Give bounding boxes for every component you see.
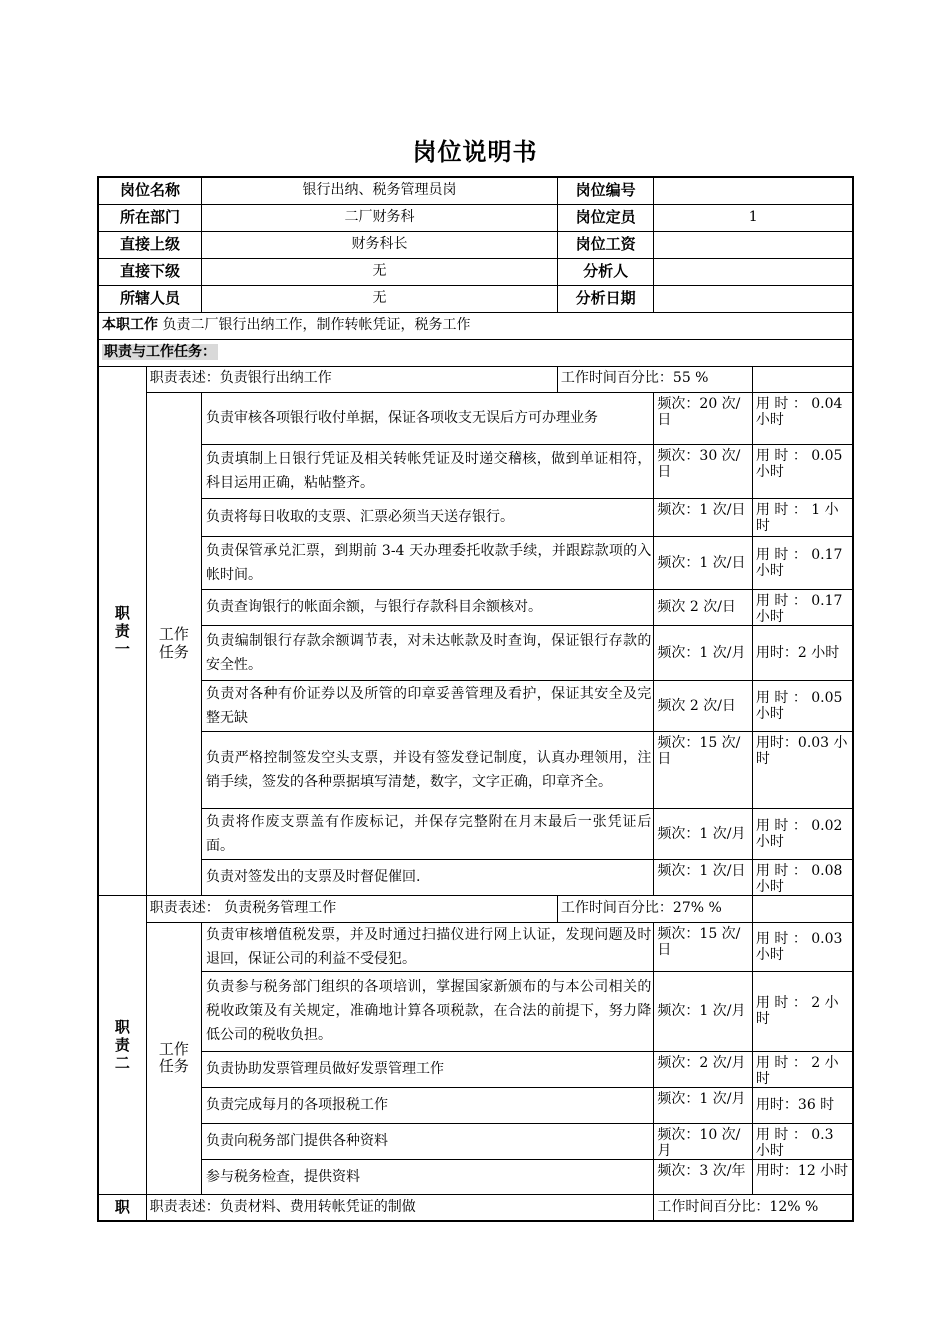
job-description-table [97, 176, 854, 1222]
task-row [98, 922, 853, 971]
task-row [98, 1051, 853, 1087]
duty-statement: 职责表述：负责银行出纳工作 [146, 366, 557, 392]
task-frequency: 频次：1 次/日 [654, 536, 753, 589]
task-text: 负责保管承兑汇票，到期前 3-4 天办理委托收款手续，并跟踪款项的入帐时间。 [202, 536, 654, 589]
task-time: 用 时 ： 0.17 小时 [752, 536, 853, 589]
task-time: 用 时 ： 0.17 小时 [752, 589, 853, 625]
task-row [98, 444, 853, 498]
task-frequency: 频次 2 次/日 [654, 680, 753, 731]
task-frequency: 频次：1 次/月 [654, 971, 753, 1051]
duty-statement-row [98, 895, 853, 922]
task-time: 用 时 ： 0.05 小时 [752, 680, 853, 731]
task-row [98, 536, 853, 589]
duty-time-percent: 工作时间百分比：55 % [557, 366, 752, 392]
info-row [98, 285, 853, 312]
task-time: 用时：0.03 小时 [752, 731, 853, 808]
task-text: 负责协助发票管理员做好发票管理工作 [202, 1051, 654, 1087]
task-text: 负责对签发出的支票及时督促催回. [202, 859, 654, 895]
info-label: 岗位工资 [557, 231, 654, 258]
work-task-label: 工作任务 [146, 392, 201, 895]
task-text: 负责严格控制签发空头支票，并设有签发登记制度，认真办理领用，注销手续，签发的各种票据填写清楚，数字，文字正确，印章齐全。 [202, 731, 654, 808]
info-value [654, 231, 853, 258]
task-time: 用 时 ： 2 小时 [752, 971, 853, 1051]
task-time: 用 时 ： 0.03 小时 [752, 922, 853, 971]
duty-statement-row [98, 1194, 853, 1221]
task-text: 负责将每日收取的支票、汇票必须当天送存银行。 [202, 498, 654, 536]
duty-statement: 职责表述：负责材料、费用转帐凭证的制做 [146, 1194, 654, 1221]
main-work-text: 负责二厂银行出纳工作，制作转帐凭证，税务工作 [162, 316, 471, 333]
task-frequency: 频次：1 次/日 [654, 859, 753, 895]
task-frequency: 频次：15 次/日 [654, 731, 753, 808]
task-frequency: 频次：1 次/月 [654, 625, 753, 680]
duties-header-row [98, 339, 853, 366]
duty-2-label [98, 895, 146, 1194]
info-row [98, 258, 853, 285]
work-task-label: 工作任务 [146, 922, 201, 1194]
task-text: 负责对各种有价证券以及所管的印章妥善管理及看护，保证其安全及完整无缺 [202, 680, 654, 731]
task-text: 负责审核各项银行收付单据，保证各项收支无误后方可办理业务 [202, 392, 654, 444]
info-label: 分析日期 [557, 285, 654, 312]
info-value: 二厂财务科 [202, 204, 558, 231]
task-time: 用 时 ： 2 小时 [752, 1051, 853, 1087]
info-label: 分析人 [557, 258, 654, 285]
duty-1-name: 职责一 [114, 603, 130, 658]
info-label: 直接上级 [98, 231, 202, 258]
duty-2-name: 职责二 [114, 1017, 130, 1072]
info-value: 无 [202, 285, 558, 312]
task-row [98, 971, 853, 1051]
info-label: 所辖人员 [98, 285, 202, 312]
task-frequency: 频次：30 次/日 [654, 444, 753, 498]
task-text: 负责参与税务部门组织的各项培训，掌握国家新颁布的与本公司相关的税收政策及有关规定，准确地计算各项税款，在合法的前提下，努力降低公司的税收负担。 [202, 971, 654, 1051]
info-value: 财务科长 [202, 231, 558, 258]
task-time: 用 时 ： 1 小时 [752, 498, 853, 536]
task-row [98, 392, 853, 444]
task-time: 用 时 ： 0.08 小时 [752, 859, 853, 895]
task-row [98, 680, 853, 731]
task-frequency: 频次：1 次/月 [654, 808, 753, 859]
info-label: 直接下级 [98, 258, 202, 285]
duties-header: 职责与工作任务： [104, 343, 216, 360]
task-text: 负责查询银行的帐面余额，与银行存款科目余额核对。 [202, 589, 654, 625]
info-row [98, 231, 853, 258]
task-row [98, 625, 853, 680]
task-time: 用 时 ： 0.05 小时 [752, 444, 853, 498]
task-frequency: 频次：10 次/月 [654, 1123, 753, 1159]
task-text: 负责完成每月的各项报税工作 [202, 1087, 654, 1123]
task-text: 负责将作废支票盖有作废标记，并保存完整附在月末最后一张凭证后面。 [202, 808, 654, 859]
duties-header-cell [98, 339, 853, 366]
task-row [98, 859, 853, 895]
info-value [654, 177, 853, 204]
task-text: 负责填制上日银行凭证及相关转帐凭证及时递交稽核，做到单证相符，科目运用正确，粘帖整齐。 [202, 444, 654, 498]
task-time: 用 时 ： 0.04 小时 [752, 392, 853, 444]
task-frequency: 频次：3 次/年 [654, 1159, 753, 1194]
task-frequency: 频次：2 次/月 [654, 1051, 753, 1087]
task-time: 用 时 ： 0.02 小时 [752, 808, 853, 859]
task-frequency: 频次 2 次/日 [654, 589, 753, 625]
task-frequency: 频次：1 次/月 [654, 1087, 753, 1123]
task-time: 用时：36 时 [752, 1087, 853, 1123]
info-value: 银行出纳、税务管理员岗 [202, 177, 558, 204]
duty-statement: 职责表述： 负责税务管理工作 [146, 895, 557, 922]
info-value [654, 258, 853, 285]
task-row [98, 498, 853, 536]
info-label: 岗位编号 [557, 177, 654, 204]
info-value: 无 [202, 258, 558, 285]
info-label: 岗位名称 [98, 177, 202, 204]
task-text: 负责审核增值税发票，并及时通过扫描仪进行网上认证，发现问题及时退回，保证公司的利益不受侵犯。 [202, 922, 654, 971]
task-row [98, 808, 853, 859]
info-value: 1 [654, 204, 853, 231]
main-work-row [98, 312, 853, 339]
task-row [98, 589, 853, 625]
task-row [98, 1159, 853, 1194]
duty-3-name: 职 [114, 1198, 130, 1217]
task-time: 用时：12 小时 [752, 1159, 853, 1194]
info-row [98, 204, 853, 231]
task-time: 用时：2 小时 [752, 625, 853, 680]
duty-statement-row [98, 366, 853, 392]
task-text: 负责向税务部门提供各种资料 [202, 1123, 654, 1159]
page-title: 岗位说明书 [412, 138, 538, 166]
info-row [98, 177, 853, 204]
task-row [98, 1087, 853, 1123]
task-frequency: 频次：20 次/日 [654, 392, 753, 444]
info-value [654, 285, 853, 312]
task-row [98, 1123, 853, 1159]
info-label: 岗位定员 [557, 204, 654, 231]
duty-1-label [98, 366, 146, 895]
task-row [98, 731, 853, 808]
info-label: 所在部门 [98, 204, 202, 231]
task-text: 负责编制银行存款余额调节表，对未达帐款及时查询，保证银行存款的安全性。 [202, 625, 654, 680]
task-time: 用 时 ： 0.3 小时 [752, 1123, 853, 1159]
duty-time-percent: 工作时间百分比：12% % [654, 1194, 853, 1221]
duty-3-label [98, 1194, 146, 1221]
task-frequency: 频次：15 次/日 [654, 922, 753, 971]
main-work-cell [98, 312, 853, 339]
task-text: 参与税务检查，提供资料 [202, 1159, 654, 1194]
duty-time-percent: 工作时间百分比：27% % [557, 895, 752, 922]
task-frequency: 频次：1 次/日 [654, 498, 753, 536]
main-work-label: 本职工作 [102, 316, 158, 333]
